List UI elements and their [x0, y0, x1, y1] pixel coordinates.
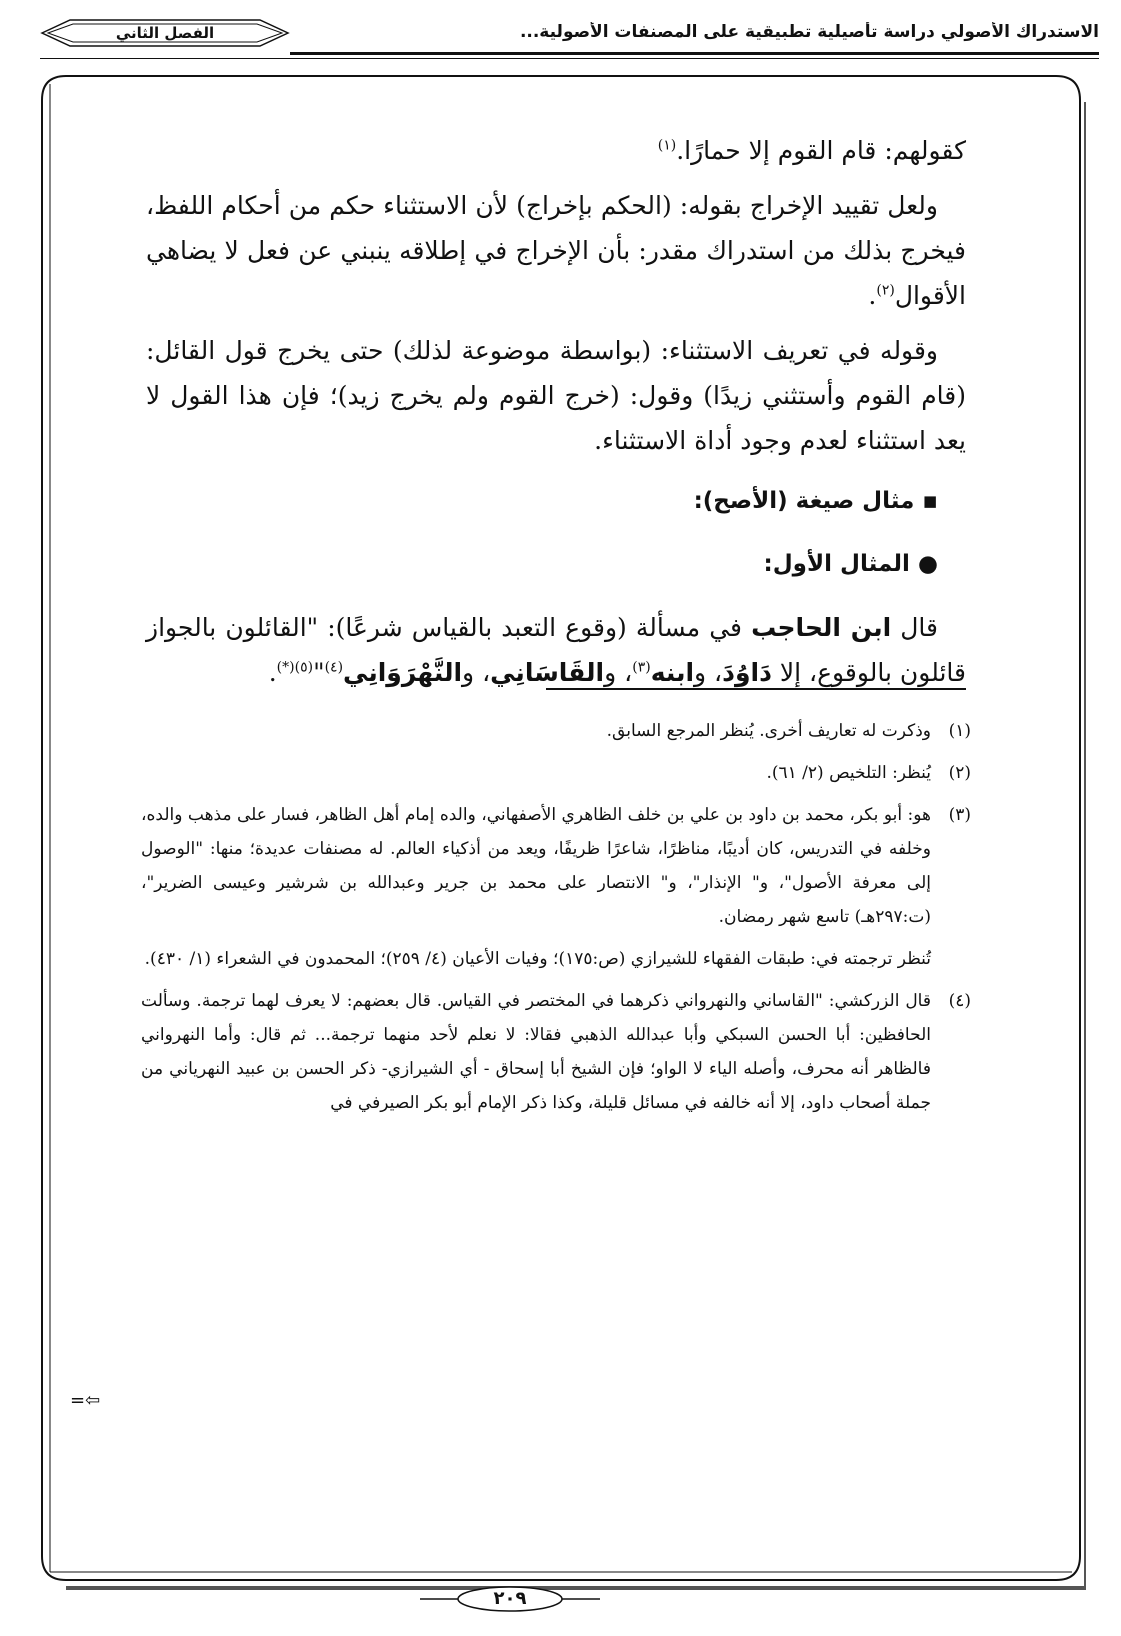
footnote-4: [141, 984, 971, 1120]
paragraph-1: [146, 128, 966, 173]
footnote-ref-4[interactable]: (٤): [324, 659, 344, 676]
section-heading: ▪ مثال صيغة (الأصح):: [693, 488, 938, 514]
footnote-ref-5[interactable]: (٥)(*): [276, 659, 314, 676]
p4-part-b: في مسألة (وقوع التعبد بالقياس شرعًا): "القائلون بالجواز قائلون بالوقوع، إلا: [146, 613, 966, 687]
header-rule-thin: [40, 58, 1099, 59]
scholar-name-ibn-hajib: ابن الحاجب: [751, 613, 892, 642]
scholar-name-nahrawani: النَّهْرَوَانِي: [343, 658, 463, 687]
footnote-number: [931, 942, 971, 976]
page-number: ٢٠٩: [493, 1588, 527, 1609]
paragraph-2-text: ولعل تقييد الإخراج بقوله: (الحكم بإخراج) لأن الاستثناء حكم من أحكام اللفظ، فيخرج بذلك من استدراك مقدر: بأن الإخراج في إطلاقه ينبني عن فعل لا يضاهي الأقوال: [146, 191, 966, 310]
scholar-name-qasani: القَاسَانِي: [490, 658, 605, 687]
footnote-number: (٢): [948, 763, 971, 783]
footnotes: [141, 714, 971, 1128]
footnote-text: يُنظر: التلخيص (٢/ ٦١).: [766, 763, 931, 783]
subsection-heading: ● المثال الأول:: [763, 551, 938, 577]
running-title: الاستدراك الأصولي دراسة تأصيلية تطبيقية على المصنفات الأصولية...: [519, 22, 1099, 42]
continuation-arrow-icon: ⇦=: [70, 1390, 101, 1411]
page-number-badge: [420, 1584, 600, 1614]
p4-sep-3: ، و: [462, 658, 491, 687]
scholar-name-ibnuh: ابنه: [650, 658, 695, 687]
header-rule-thick: [290, 52, 1099, 55]
footnote-number: (٣): [948, 805, 971, 825]
chapter-tab: [40, 16, 290, 50]
chapter-label: الفصل الثاني: [115, 24, 215, 42]
footnote-number: (١): [948, 721, 971, 741]
footnote-1: [141, 714, 971, 748]
p4-end: .: [268, 658, 277, 687]
footnote-3-sources: [141, 942, 971, 976]
footnote-2: [141, 756, 971, 790]
footnote-3: [141, 798, 971, 934]
footnote-separator: [546, 688, 966, 690]
p4-sep-2: ، و: [604, 658, 633, 687]
paragraph-2-end: .: [868, 281, 877, 310]
p4-part-a: قال: [900, 613, 938, 642]
paragraph-1-text: كقولهم: قام القوم إلا حمارًا.: [676, 136, 966, 165]
footnote-ref-1[interactable]: (١): [657, 137, 677, 154]
p4-sep-1: ، و: [694, 658, 723, 687]
footnote-text: هو: أبو بكر، محمد بن داود بن علي بن خلف الظاهري الأصفهاني، والده إمام أهل الظاهر، فسار على مذهب والده، وخلفه في التدريس، كان أديبًا، مناظرًا، شاعرًا ظريفًا، ويعد من أذكياء العالم. له مصنفات عديدة؛ منها: "الوصول إلى معرفة الأصول"، و" الإنذار"، و" الانتصار على محمد بن جرير وعبدالله بن شرشير وعيسى الضرير"، (ت:٢٩٧هـ) تاسع شهر رمضان.: [141, 805, 932, 927]
paragraph-2: [146, 183, 966, 318]
main-text: [146, 128, 966, 705]
footnote-text: وذكرت له تعاريف أخرى. يُنظر المرجع السابق.: [606, 721, 931, 741]
scholar-name-daud: دَاوُدَ: [722, 658, 772, 687]
p4-quote-close: ": [313, 658, 325, 687]
footnote-number: (٤): [948, 991, 971, 1011]
paragraph-3: وقوله في تعريف الاستثناء: (بواسطة موضوعة لذلك) حتى يخرج قول القائل: (قام القوم وأستثني زيدًا) وقول: (خرج القوم ولم يخرج زيد)؛ فإن هذا القول لا يعد استثناء لعدم وجود أداة الاستثناء.: [146, 336, 966, 455]
paragraph-4: [146, 605, 966, 695]
footnote-ref-2[interactable]: (٢): [876, 282, 895, 299]
footnote-ref-3[interactable]: (٣): [632, 659, 651, 676]
footnote-text: قال الزركشي: "القاساني والنهرواني ذكرهما في المختصر في القياس. قال بعضهم: لا يعرف لهما ترجمة. وسألت الحافظين: أبا الحسن السبكي وأبا عبدالله الذهبي فقالا: لا نعلم لأحد منهما ترجمة... ثم قال: وأما النهرواني فالظاهر أنه محرف، وأصله الياء لا الواو؛ فإن الشيخ أبا إسحاق - أي الشيرازي- ذكر الحسن بن عبيد النهرياني من جملة أصحاب داود، إلا أنه خالفه في مسائل قليلة، وكذا ذكر الإمام أبو بكر الصيرفي في: [141, 991, 931, 1113]
footnote-text: تُنظر ترجمته في: طبقات الفقهاء للشيرازي (ص:١٧٥)؛ وفيات الأعيان (٤/ ٢٥٩)؛ المحمدون في الشعراء (١/ ٤٣٠).: [144, 949, 931, 969]
